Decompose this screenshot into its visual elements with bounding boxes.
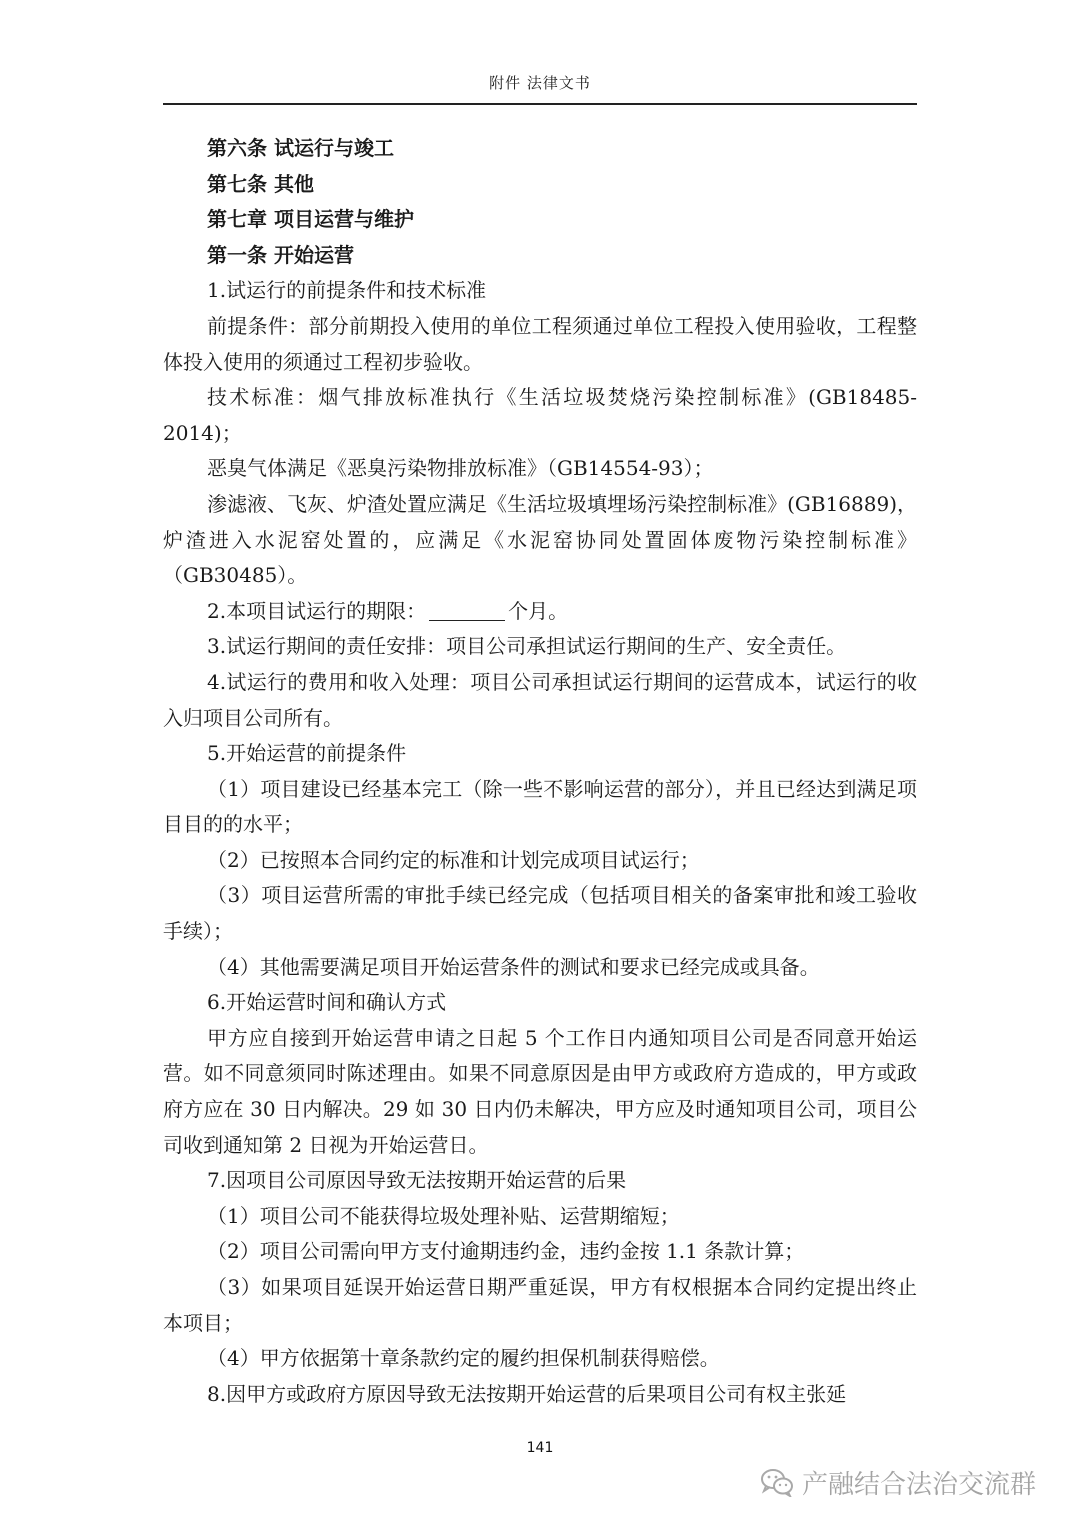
running-header: 附件 法律文书 xyxy=(489,74,591,92)
watermark xyxy=(760,1462,1036,1502)
list-item: （1）项目建设已经基本完工（除一些不影响运营的部分），并且已经达到满足项目目的的水平； xyxy=(163,776,917,837)
list-item: （4）其他需要满足项目开始运营条件的测试和要求已经完成或具备。 xyxy=(207,954,820,979)
paragraph: 7.因项目公司原因导致无法按期开始运营的后果 xyxy=(207,1168,627,1193)
paragraph: 甲方应自接到开始运营申请之日起 5 个工作日内通知项目公司是否同意开始运营。如不同意须同时陈述理由。如果不同意原因是由甲方或政府方造成的，甲方或政府方应在 30 日内解决。29 如 30 日内仍未解决，甲方应及时通知项目公司，项目公司收到通知第 2 日视为开始运营日。 xyxy=(163,1025,917,1157)
paragraph: 6.开始运营时间和确认方式 xyxy=(207,990,447,1015)
fill-in-blank xyxy=(429,598,505,621)
list-item: （3）项目运营所需的审批手续已经完成（包括项目相关的备案审批和竣工验收手续）； xyxy=(163,883,917,944)
wechat-icon xyxy=(760,1467,794,1497)
paragraph: 前提条件：部分前期投入使用的单位工程须通过单位工程投入使用验收，工程整体投入使用的须通过工程初步验收。 xyxy=(163,313,917,374)
article-heading: 第一条 开始运营 xyxy=(207,242,354,267)
paragraph: 3.试运行期间的责任安排：项目公司承担试运行期间的生产、安全责任。 xyxy=(207,634,847,659)
paragraph: 恶臭气体满足《恶臭污染物排放标准》（GB14554-93）； xyxy=(207,456,714,481)
paragraph: 1.试运行的前提条件和技术标准 xyxy=(207,278,487,303)
watermark-text: 产融结合法治交流群 xyxy=(802,1469,1037,1500)
paragraph-with-blank xyxy=(163,594,917,630)
list-item: （1）项目公司不能获得垃圾处理补贴、运营期缩短； xyxy=(207,1203,680,1228)
paragraph: 8.因甲方或政府方原因导致无法按期开始运营的后果项目公司有权主张延 xyxy=(207,1381,847,1406)
article-heading: 第六条 试运行与竣工 xyxy=(207,136,394,160)
paragraph: 渗滤液、飞灰、炉渣处置应满足《生活垃圾填埋场污染控制标准》(GB16889)，炉渣进入水泥窑处置的，应满足《水泥窑协同处置固体废物污染控制标准》（GB30485）。 xyxy=(163,491,917,588)
chapter-heading: 第七章 项目运营与维护 xyxy=(207,207,414,232)
document-body xyxy=(163,131,917,1412)
page-number: 141 xyxy=(526,1440,554,1456)
paragraph: 技术标准：烟气排放标准执行《生活垃圾焚烧污染控制标准》(GB18485-2014)； xyxy=(163,385,917,445)
paragraph: 4.试运行的费用和收入处理：项目公司承担试运行期间的运营成本，试运行的收入归项目公司所有。 xyxy=(163,669,917,730)
paragraph: 5.开始运营的前提条件 xyxy=(207,741,407,766)
list-item: （2）已按照本合同约定的标准和计划完成项目试运行； xyxy=(207,847,700,872)
header-divider xyxy=(163,103,917,105)
list-item: （3）如果项目延误开始运营日期严重延误，甲方有权根据本合同约定提出终止本项目； xyxy=(163,1275,917,1335)
list-item: （4）甲方依据第十章条款约定的履约担保机制获得赔偿。 xyxy=(207,1346,720,1371)
article-heading: 第七条 其他 xyxy=(207,171,314,196)
paragraph-text: 2.本项目试运行的期限： xyxy=(207,598,427,623)
paragraph-text: 个月。 xyxy=(508,598,569,623)
list-item: （2）项目公司需向甲方支付逾期违约金，违约金按 1.1 条款计算； xyxy=(207,1239,805,1264)
